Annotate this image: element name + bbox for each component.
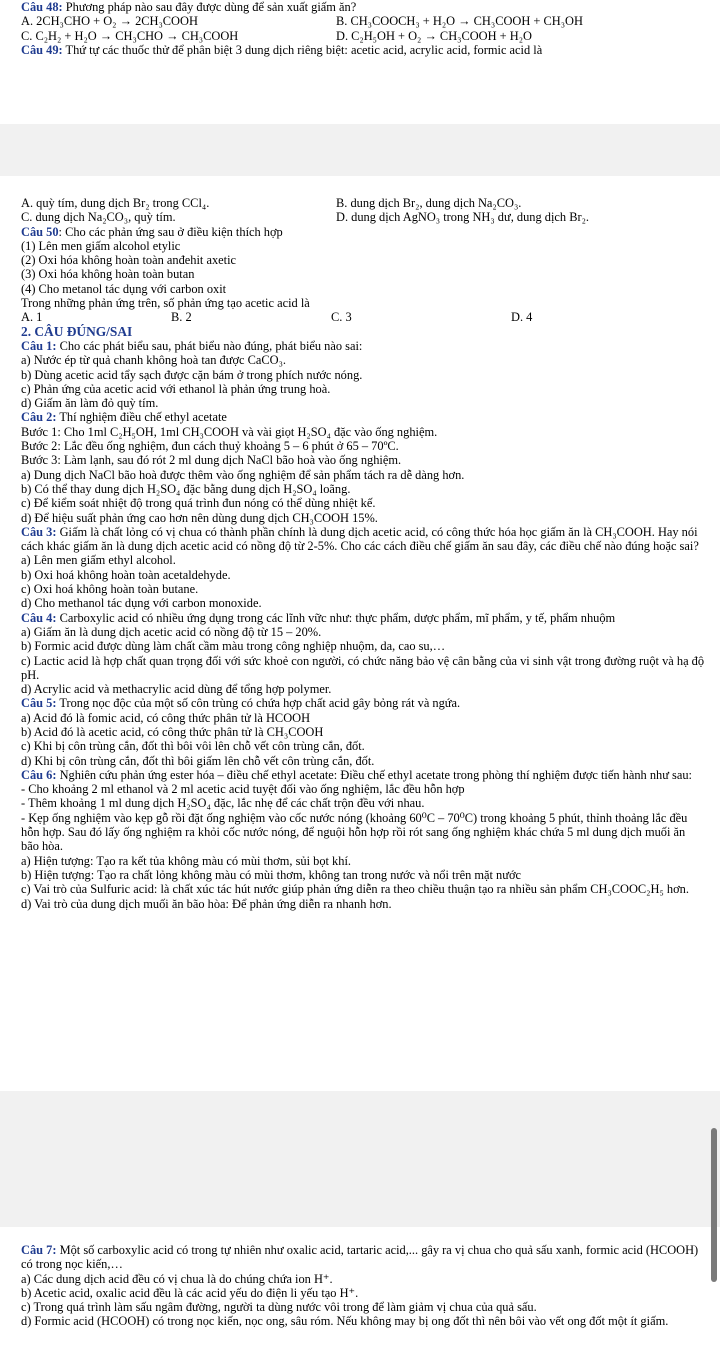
page-gap (0, 124, 720, 176)
statement-a: a) Dung dịch NaCl bão hoà được thêm vào ống nghiệm để sản phẩm tách ra dễ dàng hơn. (21, 467, 465, 482)
step: Bước 1: Cho 1ml C₂H₅OH, 1ml CH₃COOH và vài giọt H₂SO₄ đặc vào ống nghiệm. (21, 424, 438, 439)
section-title: 2. CÂU ĐÚNG/SAI (21, 323, 133, 339)
statement-d: d) Formic acid (HCOOH) có trong nọc kiến, nọc ong, sâu róm. Nếu không may bị ong đốt thì nên bôi vào vết ong đốt một ít giấm. (21, 1314, 669, 1329)
statement-d: d) Cho methanol tác dụng với carbon monoxide. (21, 596, 262, 611)
statement-a: a) Hiện tượng: Tạo ra kết tủa không màu có mùi thơm, sủi bọt khí. (21, 853, 351, 868)
statement-a: a) Các dung dịch acid đều có vị chua là do chúng chứa ion H⁺. (21, 1271, 333, 1286)
question-49 (21, 43, 706, 57)
question-label: Câu 7: (21, 1243, 57, 1257)
statement-c: c) Phản ứng của acetic acid với ethanol là phản ứng trung hoà. (21, 381, 331, 396)
step: - Kẹp ống nghiệm vào kẹp gỗ rồi đặt ống nghiệm vào cốc nước nóng (khoảng 60⁰C – 70⁰C) trong khoảng 5 phút, thỉnh thoảng lắc đều hỗn hợp. Sau đó lấy ống nghiệm ra khỏi cốc nước nóng, để nguội hỗn hợp rồi rót sang ống nghiệm khác chứa 5 ml dung dịch muối ăn bão hòa. (21, 810, 688, 854)
statement-a: a) Lên men giấm ethyl alcohol. (21, 553, 176, 568)
option-d: D. dung dịch AgNO₃ trong NH₃ dư, dung dịch Br₂. (336, 210, 590, 225)
statement-d: d) Acrylic acid và methacrylic acid dùng để tổng hợp polymer. (21, 682, 332, 697)
statement-c: c) Để kiểm soát nhiệt độ trong quá trình đun nóng có thể dùng nhiệt kế. (21, 496, 376, 511)
question-text: Thứ tự các thuốc thử để phân biệt 3 dung dịch riêng biệt: acetic acid, acrylic acid, formic acid là (62, 42, 543, 57)
statement-a: a) Nước ép từ quả chanh không hoà tan được CaCO₃. (21, 353, 287, 368)
question-label: Câu 1: (21, 338, 57, 353)
list-item: (2) Oxi hóa không hoàn toàn anđehit axetic (21, 253, 237, 268)
step: Bước 3: Làm lạnh, sau đó rót 2 ml dung dịch NaCl bão hoà vào ống nghiệm. (21, 453, 402, 468)
statement-c: c) Oxi hoá không hoàn toàn butane. (21, 582, 199, 597)
document-page-1 (0, 0, 720, 122)
statement-a: a) Giấm ăn là dung dịch acetic acid có nồng độ từ 15 – 20%. (21, 624, 322, 639)
document-page-3 (0, 1243, 720, 1359)
question-label: Câu 2: (21, 410, 57, 425)
question-50 (21, 225, 706, 239)
step: - Thêm khoảng 1 ml dung dịch H₂SO₄ đặc, lắc nhẹ để các chất trộn đều với nhau. (21, 796, 425, 811)
statement-c: c) Lactic acid là hợp chất quan trọng đối với sức khoẻ con người, có chức năng bảo vệ cân bằng của vi sinh vật trong đường ruột và hạ độ pH. (21, 653, 705, 682)
question-label: Câu 50 (21, 224, 59, 239)
question-text: Giấm là chất lỏng có vị chua có thành phần chính là dung dịch acetic acid, có công thức hóa học giấm ăn là CH₃COOH. Hay nói cách khác giấm ăn là dung dịch acetic acid có nồng độ từ 2-5%. Cho các cách điều chế giấm ăn sau đây, các điều chế nào đúng hoặc sai? (21, 524, 699, 554)
statement-d: d) Vai trò của dung dịch muối ăn bão hòa: Để phản ứng diễn ra nhanh hơn. (21, 896, 392, 911)
statement-b: b) Oxi hoá không hoàn toàn acetaldehyde. (21, 567, 231, 582)
statement-b: b) Formic acid được dùng làm chất cầm màu trong công nghiệp nhuộm, da, cao su,… (21, 639, 446, 654)
list-item: (1) Lên men giấm alcohol etylic (21, 238, 181, 253)
step: Bước 2: Lắc đều ống nghiệm, đun cách thuỷ khoảng 5 – 6 phút ở 65 – 70ºC. (21, 439, 399, 454)
question-label: Câu 4: (21, 610, 57, 625)
question-prompt: Trong những phản ứng trên, số phản ứng tạo acetic acid là (21, 296, 310, 311)
question-text: Nghiên cứu phản ứng ester hóa – điều chế ethyl acetate: Điều chế ethyl acetate trong phòng thí nghiệm được tiến hành như sau: (56, 767, 693, 782)
option-a: A. quỳ tím, dung dịch Br₂ trong CCl₄. (21, 196, 210, 210)
statement-d: d) Để hiệu suất phản ứng cao hơn nên dùng dung dịch CH₃COOH 15%. (21, 510, 378, 525)
statement-c: c) Vai trò của Sulfuric acid: là chất xúc tác hút nước giúp phản ứng diễn ra theo chiều thuận tạo ra nhiều sản phẩm CH₃COOC₂H₅ hơn. (21, 882, 689, 897)
question-label: Câu 5: (21, 696, 57, 711)
question-text: Cho các phát biểu sau, phát biểu nào đúng, phát biểu nào sai: (56, 338, 363, 353)
step: - Cho khoảng 2 ml ethanol và 2 ml acetic acid tuyệt đối vào ống nghiệm, lắc đều hỗn hợp (21, 782, 465, 797)
question-label: Câu 3: (21, 524, 57, 539)
option-a: A. 1 (21, 310, 43, 325)
option-a: A. 2CH₃CHO + O₂ → 2CH₃COOH (21, 14, 198, 29)
question-text: : Cho các phản ứng sau ở điều kiện thích hợp (58, 224, 283, 239)
page-gap (0, 1091, 720, 1227)
question-text: Phương pháp nào sau đây được dùng để sản xuất giấm ăn? (62, 0, 357, 14)
option-d: D. C₂H₅OH + O₂ → CH₃COOH + H₂O (336, 28, 532, 43)
question-text: Trong nọc độc của một số côn trùng có chứa hợp chất acid gây bỏng rát và ngứa. (56, 696, 461, 711)
option-d: D. 4 (511, 310, 533, 325)
option-c: C. dung dịch Na₂CO₃, quỳ tím. (21, 210, 176, 225)
question-48 (0, 0, 720, 57)
question-label: Câu 49: (21, 42, 63, 57)
question-label: Câu 6: (21, 767, 57, 782)
option-b: B. dung dịch Br₂, dung dịch Na₂CO₃. (336, 196, 522, 210)
statement-d: d) Giấm ăn làm đỏ quỳ tím. (21, 396, 159, 411)
statement-c: c) Trong quá trình làm sấu ngâm đường, người ta dùng nước vôi trong để làm giảm vị chua của quả sấu. (21, 1300, 537, 1315)
statement-b: b) Dùng acetic acid tẩy sạch được cặn bám ở trong phích nước nóng. (21, 367, 363, 382)
question-text: Carboxylic acid có nhiều ứng dụng trong các lĩnh vữc như: thực phẩm, dược phẩm, mĩ phẩm, y tế, phẩm nhuộm (56, 610, 616, 625)
question-text: Một số carboxylic acid có trong tự nhiên như oxalic acid, tartaric acid,... gây ra vị chua cho quả sấu xanh, formic acid (HCOOH) có trong nọc kiến,… (21, 1243, 699, 1272)
statement-d: d) Khi bị côn trùng cắn, đốt thì bôi giấm lên chỗ vết côn trùng cắn, đốt. (21, 753, 375, 768)
question-label: Câu 48: (21, 0, 63, 14)
option-c: C. C₂H₂ + H₂O → CH₃CHO → CH₃COOH (21, 28, 239, 43)
statement-b: b) Acid đó là acetic acid, có công thức phân tử là CH₃COOH (21, 724, 324, 739)
statement-c: c) Khi bị côn trùng cắn, đốt thì bôi vôi lên chỗ vết côn trùng cắn, đốt. (21, 739, 365, 754)
statement-b: b) Có thể thay dung dịch H₂SO₄ đặc bằng dung dịch H₂SO₄ loãng. (21, 481, 351, 496)
statement-b: b) Acetic acid, oxalic acid đều là các acid yếu do điện li yếu tạo H⁺. (21, 1285, 359, 1300)
list-item: (3) Oxi hóa không hoàn toàn butan (21, 267, 195, 282)
list-item: (4) Cho metanol tác dụng với carbon oxit (21, 281, 227, 296)
document-page-2 (0, 196, 720, 1089)
option-b: B. 2 (171, 310, 192, 325)
option-b: B. CH₃COOCH₃ + H₂O → CH₃COOH + CH₃OH (336, 14, 583, 29)
statement-b: b) Hiện tượng: Tạo ra chất lỏng không màu có mùi thơm, không tan trong nước và nổi trên mặt nước (21, 867, 522, 882)
question-text: Thí nghiệm điều chế ethyl acetate (56, 410, 227, 425)
option-c: C. 3 (331, 310, 352, 325)
statement-a: a) Acid đó là fomic acid, có công thức phân tử là HCOOH (21, 710, 311, 725)
